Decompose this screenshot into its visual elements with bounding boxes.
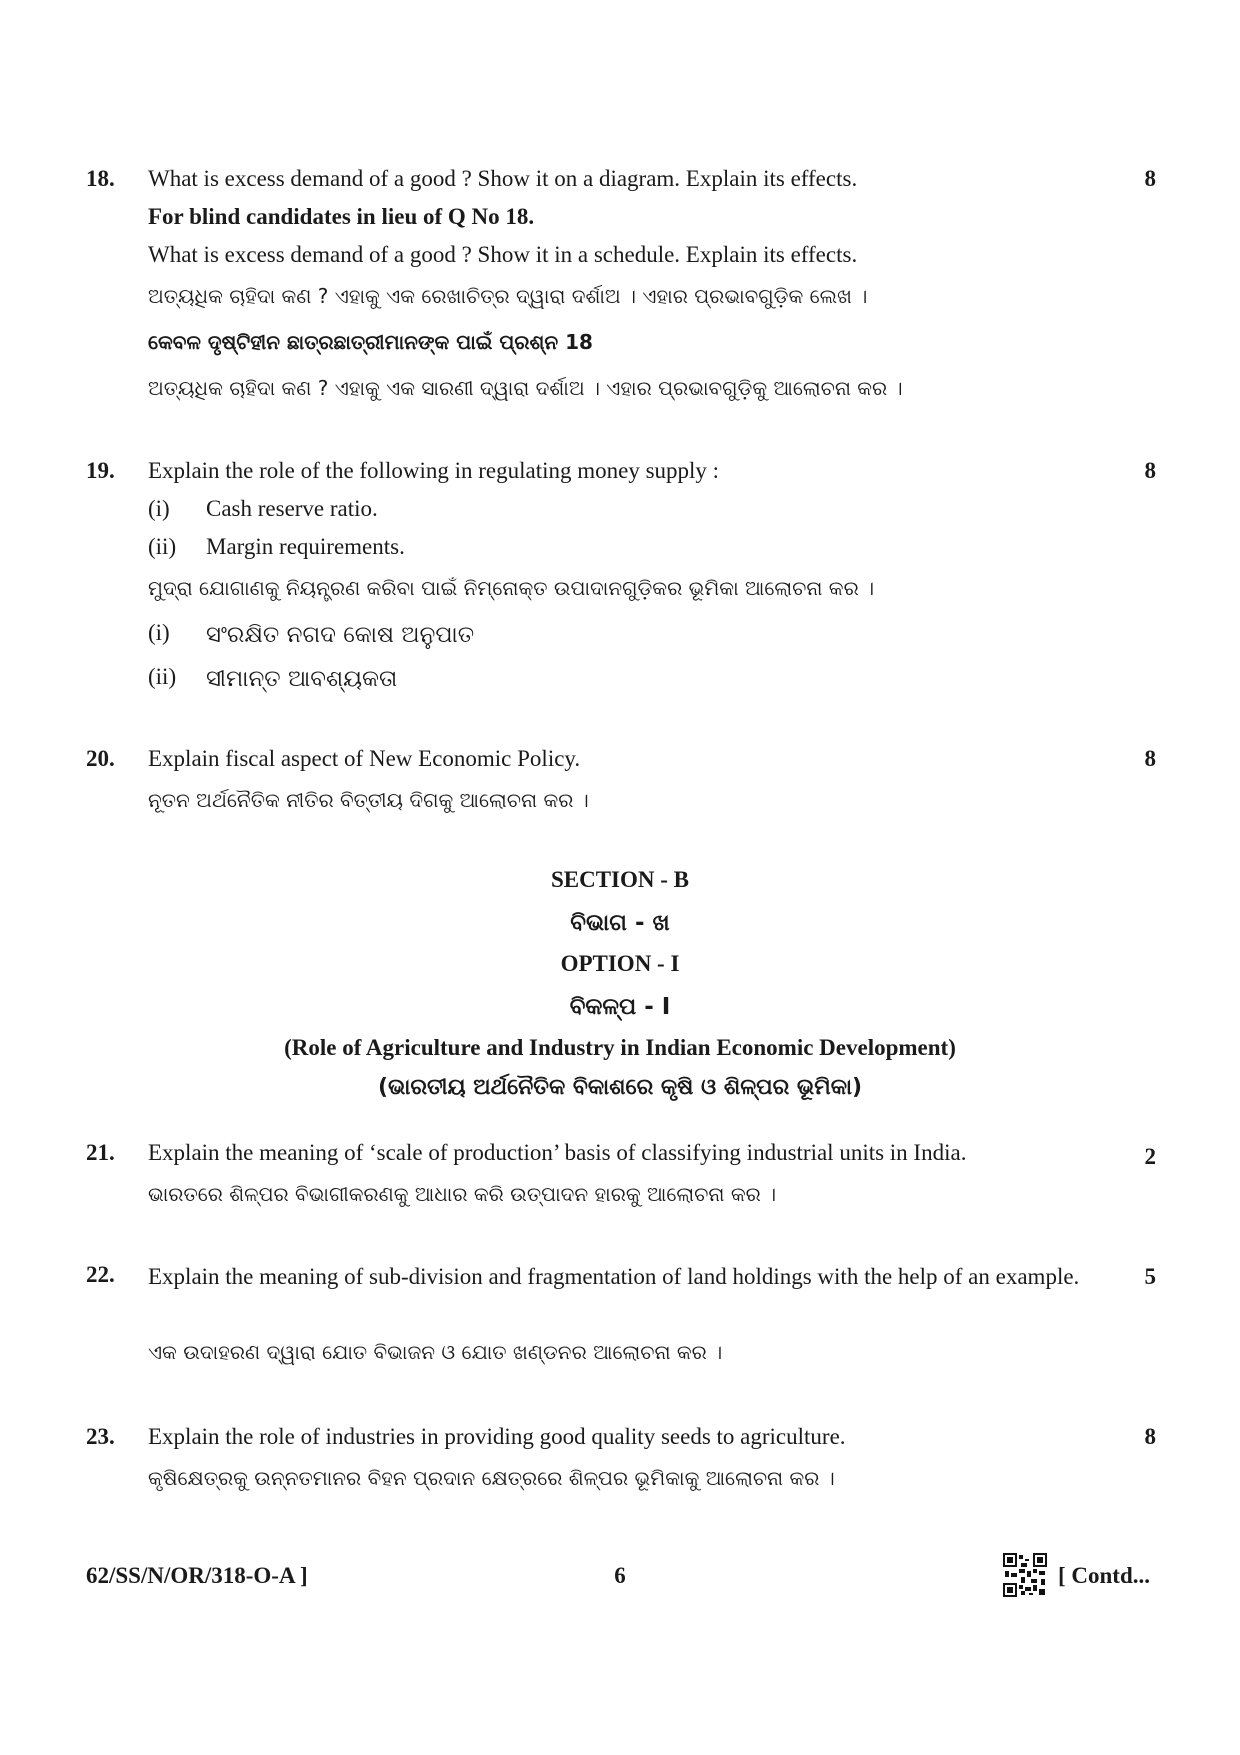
section-subtitle: (Role of Agriculture and Industry in Indian Economic Development): [284, 1035, 956, 1060]
section-title: SECTION - B: [550, 867, 690, 892]
question-marks: 8: [1144, 1424, 1156, 1449]
odia-sub-item-text: ସଂରକ୍ଷିତ ନଗଦ କୋଷ ଅନୁପାତ: [206, 622, 475, 648]
question-number: 18.: [86, 166, 115, 191]
odia-question-text: ଅତ୍ୟଧିକ ଚାହିଦା କଣ ? ଏହାକୁ ଏକ ରେଖାଚିତ୍ର ଦ୍ୱାରା ଦର୍ଶାଅ । ଏହାର ପ୍ରଭାବଗୁଡ଼ିକ ଲେଖ ।: [148, 284, 868, 308]
sub-item-number: (i): [148, 496, 170, 521]
question-marks: 8: [1144, 458, 1156, 483]
odia-question-text: ନୂତନ ଅର୍ଥନୈତିକ ନୀତିର ବିତ୍ତୀୟ ଦିଗକୁ ଆଲୋଚନା କର ।: [148, 788, 589, 812]
paper-code: 62/SS/N/OR/318-O-A ]: [86, 1563, 308, 1588]
question-marks: 2: [1144, 1144, 1156, 1169]
question-marks: 5: [1144, 1264, 1156, 1289]
blind-question-text: What is excess demand of a good ? Show it in a schedule. Explain its effects.: [148, 242, 858, 267]
page-number: 6: [614, 1563, 626, 1588]
sub-item-text: Cash reserve ratio.: [206, 496, 378, 521]
odia-sub-item-text: ସୀମାନ୍ତ ଆବଶ୍ୟକତା: [206, 666, 398, 692]
odia-question-text: ମୁଦ୍ରା ଯୋଗାଣକୁ ନିୟନ୍ତ୍ରଣ କରିବା ପାଇଁ ନିମ୍ନୋକ୍ତ ଉପାଦାନଗୁଡ଼ିକର ଭୂମିକା ଆଲୋଚନା କର ।: [148, 576, 875, 600]
odia-sub-item-number: (ii): [148, 664, 177, 689]
section-subtitle-odia: (ଭାରତୀୟ ଅର୍ଥନୈତିକ ବିକାଶରେ କୃଷି ଓ ଶିଳ୍ପର ଭୂମିକା): [377, 1075, 863, 1100]
blind-candidates-heading: For blind candidates in lieu of Q No 18.: [148, 204, 535, 229]
question-number: 20.: [86, 746, 115, 771]
question-number: 23.: [86, 1424, 115, 1449]
question-text: Explain the role of the following in regulating money supply :: [148, 458, 720, 483]
continued-label: [ Contd...: [1058, 1563, 1151, 1588]
question-text: Explain the role of industries in providing good quality seeds to agriculture.: [148, 1424, 846, 1449]
odia-question-text: କୃଷିକ୍ଷେତ୍ରକୁ ଉନ୍ନତମାନର ବିହନ ପ୍ରଦାନ କ୍ଷେତ୍ରରେ ଶିଳ୍ପର ଭୂମିକାକୁ ଆଲୋଚନା କର ।: [148, 1466, 835, 1490]
odia-question-text: ଭାରତରେ ଶିଳ୍ପର ବିଭାଗୀକରଣକୁ ଆଧାର କରି ଉତ୍ପାଦନ ହାରକୁ ଆଲୋଚନା କର ।: [148, 1182, 777, 1206]
question-text: What is excess demand of a good ? Show it on a diagram. Explain its effects.: [148, 166, 858, 191]
question-marks: 8: [1144, 746, 1156, 771]
odia-sub-item-number: (i): [148, 620, 170, 645]
question-text: Explain the meaning of sub-division and fragmentation of land holdings with the help of an example.: [148, 1264, 1080, 1289]
question-marks: 8: [1144, 166, 1156, 191]
question-text: Explain fiscal aspect of New Economic Policy.: [148, 746, 581, 771]
question-number: 21.: [86, 1140, 115, 1165]
question-text: Explain the meaning of ‘scale of production’ basis of classifying industrial units in India.: [148, 1140, 967, 1165]
odia-question-text: ଏକ ଉଦାହରଣ ଦ୍ୱାରା ଯୋତ ବିଭାଜନ ଓ ଯୋତ ଖଣ୍ଡନର ଆଲୋଚନା କର ।: [148, 1340, 723, 1364]
section-title-odia: ବିଭାଗ - ଖ: [570, 910, 670, 936]
odia-blind-text: ଅତ୍ୟଧିକ ଚାହିଦା କଣ ? ଏହାକୁ ଏକ ସାରଣୀ ଦ୍ୱାରା ଦର୍ଶାଅ । ଏହାର ପ୍ରଭାବଗୁଡ଼ିକୁ ଆଲୋଚନା କର ।: [148, 376, 903, 400]
odia-blind-heading: କେବଳ ଦୃଷ୍ଟିହୀନ ଛାତ୍ରଛାତ୍ରୀମାନଙ୍କ ପାଇଁ ପ୍ରଶ୍ନ 18: [148, 330, 593, 354]
sub-item-number: (ii): [148, 534, 177, 559]
option-title-odia: ବିକଳ୍ପ - I: [569, 994, 671, 1020]
question-number: 22.: [86, 1262, 115, 1287]
option-title: OPTION - I: [560, 951, 680, 976]
qr-code-icon: [1003, 1553, 1047, 1597]
question-number: 19.: [86, 458, 115, 483]
sub-item-text: Margin requirements.: [206, 534, 405, 559]
